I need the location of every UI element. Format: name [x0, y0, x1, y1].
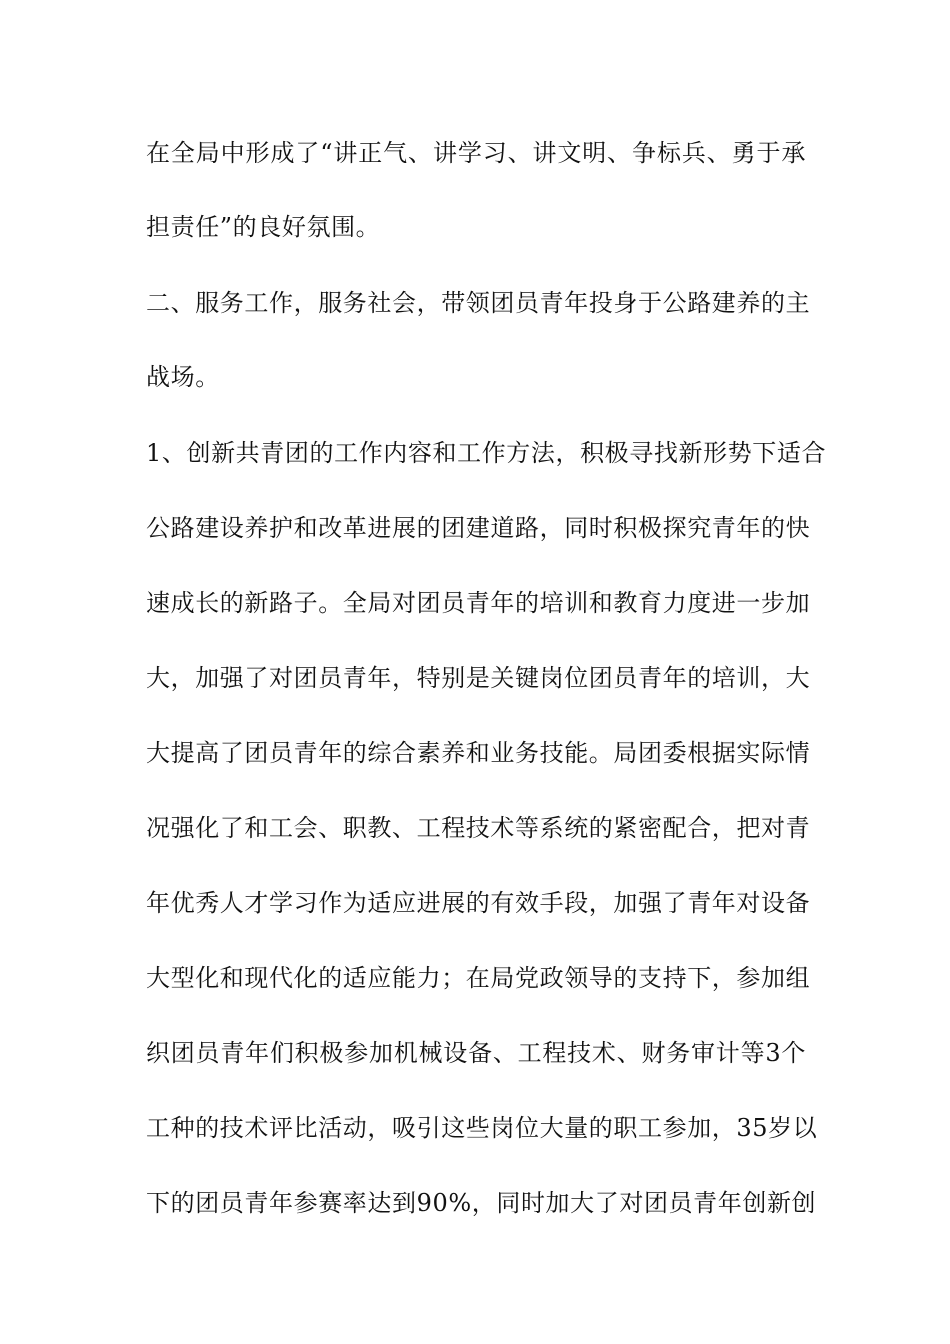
text-line: 年优秀人才学习作为适应进展的有效手段，加强了青年对设备	[146, 889, 811, 917]
text-line: 况强化了和工会、职教、工程技术等系统的紧密配合，把对青	[146, 814, 811, 842]
text-line: 下的团员青年参赛率达到90%，同时加大了对团员青年创新创	[146, 1189, 817, 1217]
text-line: 大，加强了对团员青年，特别是关键岗位团员青年的培训，大	[146, 664, 811, 692]
text-line: 大提高了团员青年的综合素养和业务技能。局团委根据实际情	[146, 739, 811, 767]
text-line: 公路建设养护和改革进展的团建道路，同时积极探究青年的快	[146, 514, 811, 542]
text-line: 担责任”的良好氛围。	[146, 213, 381, 241]
text-line: 1、创新共青团的工作内容和工作方法，积极寻找新形势下适合	[146, 439, 827, 467]
text-line: 战场。	[146, 363, 220, 391]
text-line: 大型化和现代化的适应能力；在局党政领导的支持下，参加组	[146, 964, 811, 992]
text-line: 二、服务工作，服务社会，带领团员青年投身于公路建养的主	[146, 289, 811, 317]
text-line: 织团员青年们积极参加机械设备、工程技术、财务审计等3个	[146, 1039, 806, 1067]
text-line: 在全局中形成了“讲正气、讲学习、讲文明、争标兵、勇于承	[146, 139, 806, 167]
text-line: 速成长的新路子。全局对团员青年的培训和教育力度进一步加	[146, 589, 811, 617]
text-line: 工种的技术评比活动，吸引这些岗位大量的职工参加，35岁以	[146, 1114, 818, 1142]
